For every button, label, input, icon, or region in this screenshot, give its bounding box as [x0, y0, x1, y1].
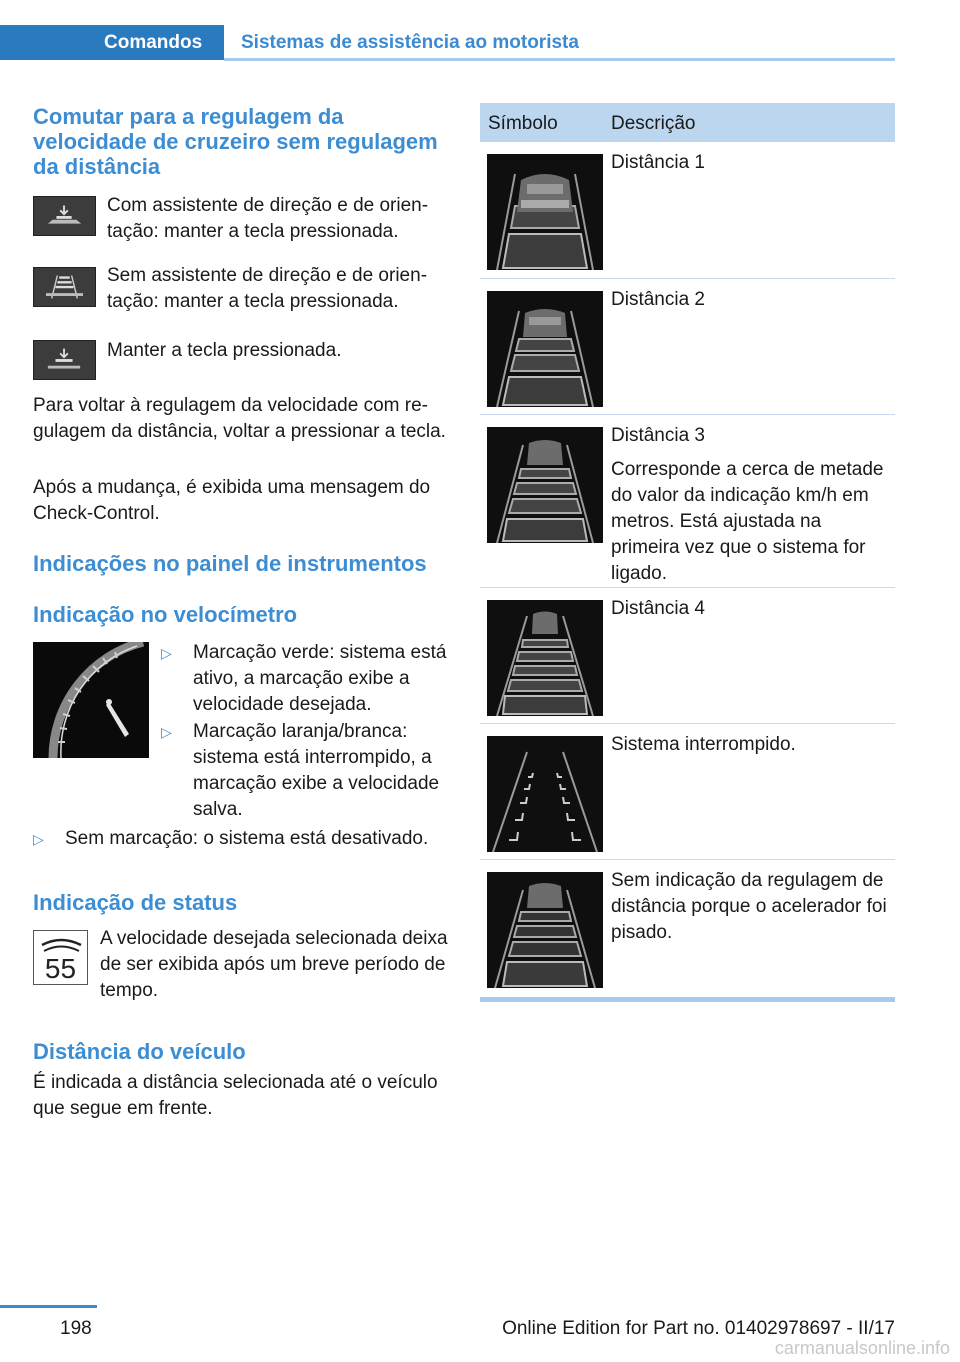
distance-key-icon [33, 340, 96, 380]
row-description: Distância 2 [611, 289, 705, 310]
table-row [480, 142, 895, 279]
status-icon-number: 55 [44, 953, 77, 984]
icon-item-text: Manter a tecla pressionada. [107, 340, 342, 361]
heading-status: Indicação de status [33, 890, 238, 915]
distance-1-icon [487, 154, 603, 270]
table-header [480, 103, 895, 142]
heading-instrument-panel: Indicações no painel de instrumentos [33, 551, 427, 576]
row-description: Distância 3 Corresponde a cerca de metade do valor da indicação km/h em metros. Está ajustada na primeira vez que o sistema for ligado. [611, 425, 884, 584]
table-row [480, 588, 895, 724]
table-row [480, 724, 895, 860]
distance-symbol-table [480, 103, 895, 1002]
chapter-tab: Comandos [0, 25, 224, 60]
header-divider [224, 58, 895, 61]
column-header-symbol: Símbolo [488, 113, 558, 134]
table-row [480, 415, 895, 588]
triangle-bullet-icon: ▷ [161, 645, 172, 661]
table-row [480, 279, 895, 415]
triangle-bullet-icon: ▷ [161, 724, 172, 740]
footer-rule [0, 1305, 97, 1308]
column-header-description: Descrição [611, 113, 696, 134]
distance-4-icon [487, 600, 603, 716]
speedometer-image [33, 642, 149, 758]
page-number: 198 [60, 1318, 92, 1339]
heading-vehicle-distance: Distância do veículo [33, 1039, 246, 1064]
edition-text: Online Edition for Part no. 01402978697 - II/17 [502, 1318, 895, 1339]
lane-assist-distance-key-icon [33, 196, 96, 236]
row-description: Sistema interrompido. [611, 734, 796, 755]
table-bottom-rule [480, 997, 895, 1002]
system-interrupted-icon [487, 736, 603, 852]
row-description: Sem indicação da regulagem de distância porque o acelerador foi pisado. [611, 870, 887, 943]
watermark: carmanualsonline.info [774, 1338, 950, 1358]
icon-item-text: Sem assistente de direção e de orientação: manter a tecla pressionada. [107, 265, 428, 312]
row-description: Distância 1 [611, 152, 705, 173]
row-description: Distância 4 [611, 598, 705, 619]
heading-cruise-without-distance: Comutar para a regulagem da velocidade de cruzeiro sem regulagem da distância [33, 104, 438, 179]
paragraph-vehicle-distance: É indicada a distância selecionada até o veículo que segue em frente. [33, 1072, 438, 1119]
speed-status-icon [33, 930, 88, 985]
paragraph-check-control: Após a mudança, é exibida uma mensagem do Check-Control. [33, 477, 431, 524]
paragraph-return-distance: Para voltar à regulagem da velocidade com regulagem da distância, voltar a pressionar a tecla. [33, 395, 446, 442]
section-title-cruise [33, 104, 449, 179]
section-tab: Sistemas de assistência ao motorista [241, 32, 579, 53]
distance-3-icon [487, 427, 603, 543]
heading-speedometer: Indicação no velocímetro [33, 602, 298, 627]
lane-lines-distance-key-icon [33, 267, 96, 307]
table-row [480, 860, 895, 997]
icon-item-text: Com assistente de direção e de orientação: manter a tecla pressionada. [107, 195, 429, 242]
distance-2-icon [487, 291, 603, 407]
paragraph-status: A velocidade desejada selecionada deixa de ser exibida após um breve período de tempo. [100, 928, 448, 1001]
triangle-bullet-icon: ▷ [33, 831, 44, 847]
accelerator-pressed-icon [487, 872, 603, 988]
page-header [0, 0, 960, 60]
